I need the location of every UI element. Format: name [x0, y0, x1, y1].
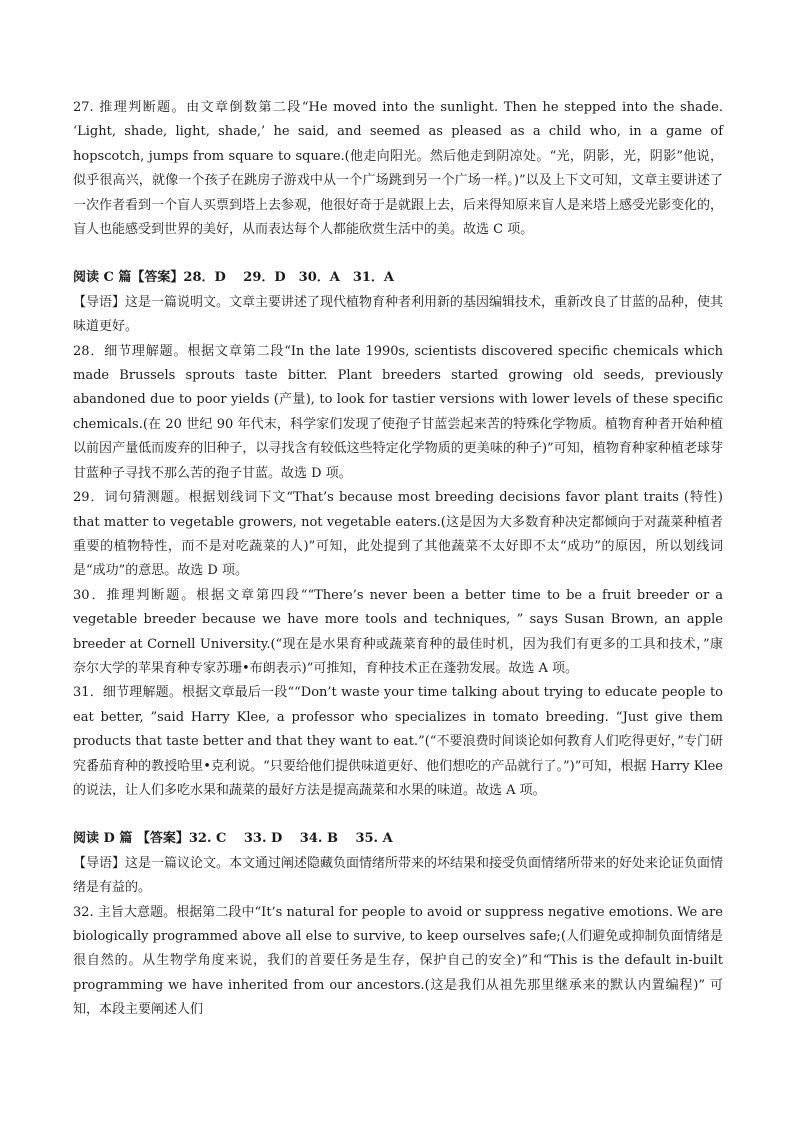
q28-explanation: 28．细节理解题。根据文章第二段“In the late 1990s, scientists discovered specific chemicals which made Brussels sprouts taste bitter. Plant breeders started growing old seeds, previously abandoned due to poor yields (产量), to look for tastier versions with lower levels of these specific chemicals.(在 20 世纪 90 年代末，科学家们发现了使孢子甘蓝尝起来苦的特殊化学物质。植物育种者开始种植以前因产量低而废弃的旧种子，以寻找含有较低这些特定化学物质的更美味的种子)”可知，植物育种家种植老球芽甘蓝种子寻找不那么苦的孢子甘蓝。故选 D 项。: [73, 343, 723, 481]
section-d-guide: 【导语】这是一篇议论文。本文通过阐述隐藏负面情绪所带来的坏结果和接受负面情绪所带来的好处来论证负面情绪是有益的。: [73, 855, 724, 896]
q29-explanation: 29．词句猜测题。根据划线词下文“That’s because most breeding decisions favor plant traits (特性) that matter to vegetable growers, not vegetable eaters.(这是因为大多数育种决定都倾向于对蔬菜种植者重要的植物特性，而不是对吃蔬菜的人)”可知，此处提到了其他蔬菜不太好即不太“成功”的原因，所以划线词是“成功”的意思。故选 D 项。: [73, 490, 723, 579]
q30-explanation: 30．推理判断题。根据文章第四段““There’s never been a better time to be a fruit breeder or a vegetable breeder because we have more tools and techniques, ” says Susan Brown, an apple breeder at Cornell University.(“现在是水果育种或蔬菜育种的最佳时机，因为我们有更多的工具和技术，”康奈尔大学的苹果育种专家苏珊•布朗表示)”可推知，育种技术正在蓬勃发展。故选 A 项。: [73, 587, 723, 676]
section-c-answer: 阅读 C 篇【答案】28．D 29．D 30．A 31．A: [73, 270, 395, 286]
q32-explanation: 32. 主旨大意题。根据第二段中“It’s natural for people to avoid or suppress negative emotions. We are biologically programmed above all else to survive, to keep ourselves safe;(人们避免或抑制负面情绪是很自然的。从生物学角度来说，我们的首要任务是生存，保护自己的安全)”和“This is the default in-built programming we have inherited from our ancestors.(这是我们从祖先那里继承来的默认内置编程)” 可知，本段主要阐述人们: [73, 904, 723, 1018]
q31-explanation: 31．细节理解题。根据文章最后一段““Don’t waste your time talking about trying to educate people to eat better, ”said Harry Klee, a professor who specializes in tomato breeding. “Just give them products that taste better and that they want to eat.”(“不要浪费时间谈论如何教育人们吃得更好，”专门研究番茄育种的教授哈里•克利说。“只要给他们提供味道更好、他们想吃的产品就行了。”)”可知，根据 Harry Klee 的说法，让人们多吃水果和蔬菜的最好方法是提高蔬菜和水果的味道。故选 A 项。: [73, 685, 723, 798]
q27-explanation: 27. 推理判断题。由文章倒数第二段“He moved into the sunlight. Then he stepped into the shade. ‘Light, shade, light, shade,’ he said, and seemed as pleased as a child who, in a game of hopscotch, jumps from square to square.(他走向阳光。然后他走到阴凉处。“光，阴影，光，阴影”他说，似乎很高兴，就像一个孩子在跳房子游戏中从一个广场跳到另一个广场一样。)”以及上下文可知，文章主要讲述了一次作者看到一个盲人买票到塔上去参观，他很好奇于是就跟上去，后来得知原来盲人是来塔上感受光影变化的，盲人也能感受到世界的美好，从而表达每个人都能欣赏生活中的美。故选 C 项。: [73, 100, 724, 238]
section-c-guide: 【导语】这是一篇说明文。文章主要讲述了现代植物育种者利用新的基因编辑技术，重新改良了甘蓝的品种，使其味道更好。: [73, 294, 724, 335]
document-page: [73, 96, 723, 1023]
section-d-answer: 阅读 D 篇 【答案】32. C 33. D 34. B 35. A: [73, 831, 393, 847]
